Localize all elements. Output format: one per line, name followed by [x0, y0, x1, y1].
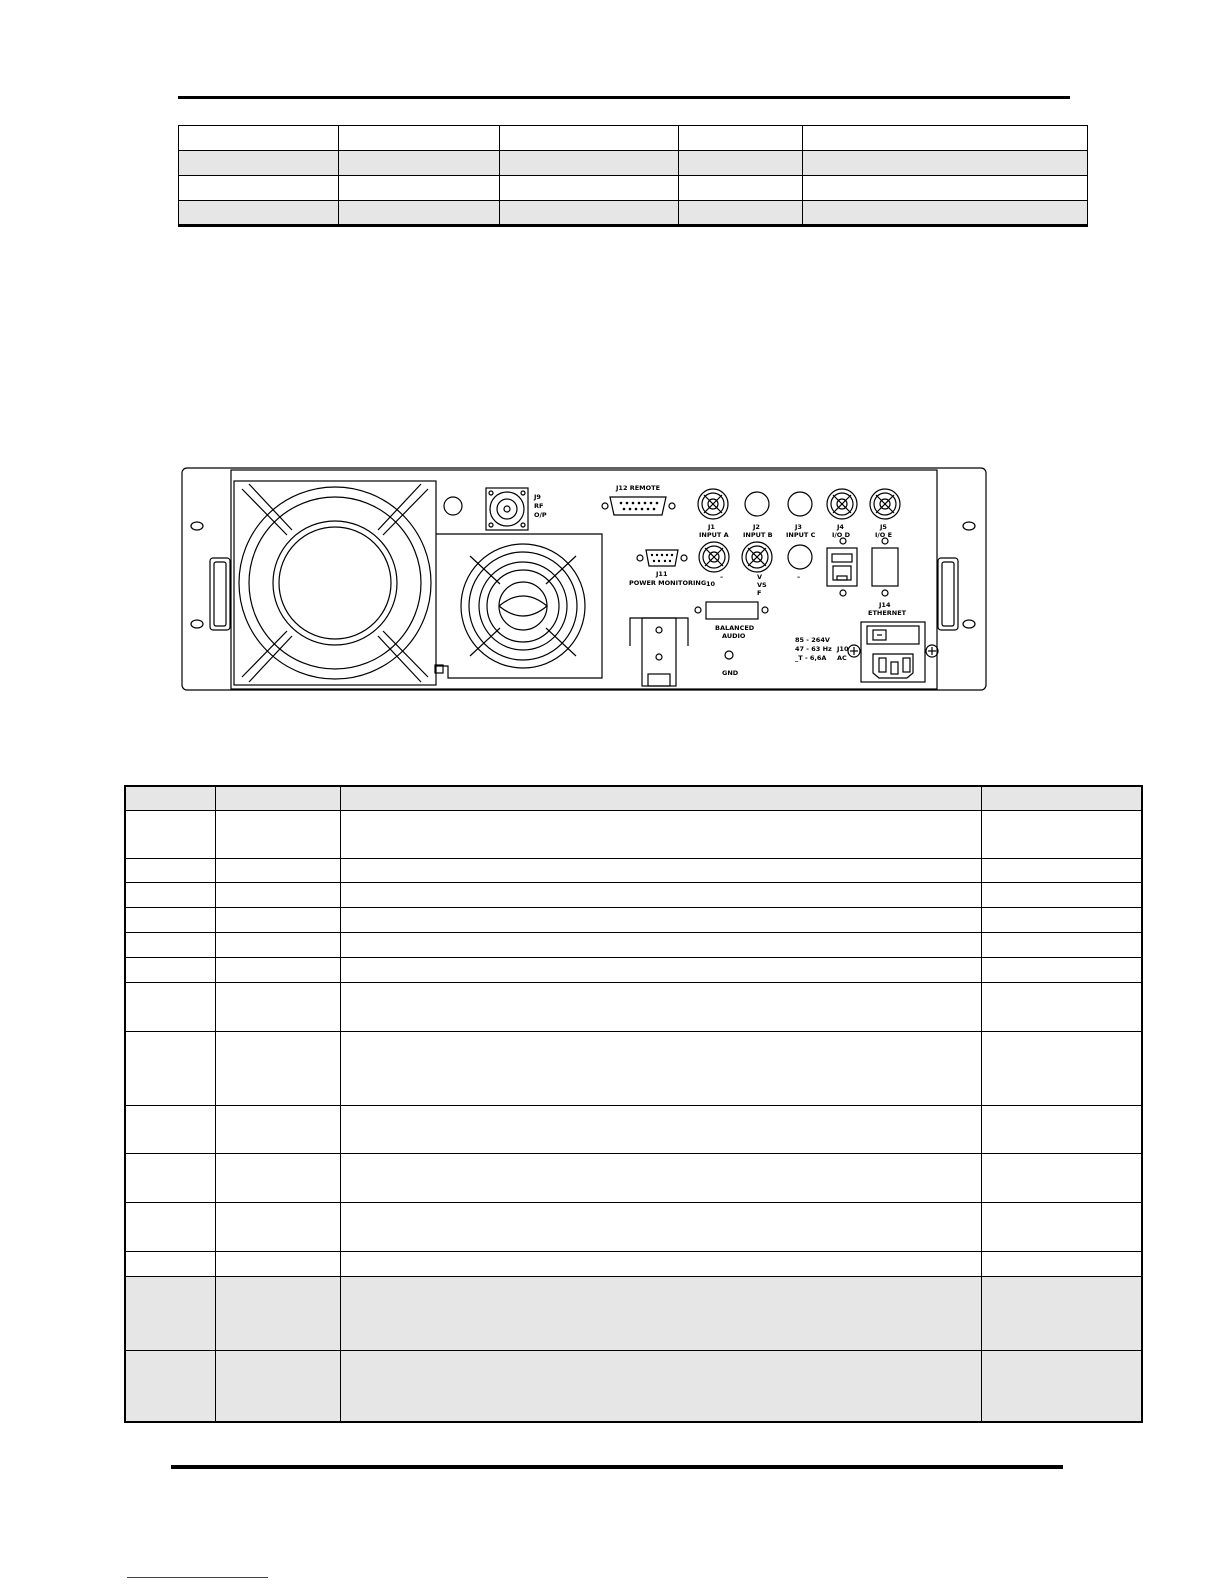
- j9-label: J9: [534, 493, 541, 501]
- table-row: [179, 126, 1088, 151]
- rf-label: RF: [534, 502, 544, 510]
- footer-rule: [171, 1465, 1063, 1469]
- ac-label: AC: [837, 654, 847, 662]
- bnc-input-a-icon: [698, 489, 728, 519]
- j4-label: J4: [837, 523, 844, 531]
- blank-plug-icon: [788, 492, 812, 516]
- bnc-io-d-icon: [827, 489, 857, 519]
- table-row: [125, 1031, 1142, 1105]
- j2-label: J2: [753, 523, 760, 531]
- table-row: [179, 151, 1088, 176]
- bnc-io-e-icon: [870, 489, 900, 519]
- table-row: [125, 858, 1142, 882]
- table-row: [179, 201, 1088, 226]
- table-row: [125, 1350, 1142, 1422]
- fuse-label: _T - 6,6A: [795, 654, 827, 662]
- table-row: [125, 1251, 1142, 1276]
- j3-label: J3: [795, 523, 802, 531]
- io-d-label: I/O D: [832, 531, 850, 539]
- table-header-row: [125, 786, 1142, 810]
- table-row: [125, 1105, 1142, 1153]
- mount-slot: [191, 522, 203, 530]
- op-label: O/P: [534, 511, 547, 519]
- dash-label: –: [720, 573, 724, 581]
- header-rule: [178, 96, 1070, 99]
- input-b-label: INPUT B: [743, 531, 773, 539]
- bnc-v-icon: [742, 542, 772, 572]
- dash-label: –: [797, 573, 801, 581]
- table-row: [179, 176, 1088, 201]
- left-handle: [210, 558, 230, 630]
- rack-plate: [182, 468, 986, 690]
- screw-icon: [444, 497, 462, 515]
- power-monitoring-db9-icon: [637, 550, 687, 566]
- j5-label: J5: [880, 523, 887, 531]
- io-e-label: I/O E: [875, 531, 893, 539]
- rear-panel-diagram: [180, 466, 990, 694]
- ethernet-rj45-icon: [827, 538, 857, 596]
- connector-table: [124, 785, 1143, 1423]
- right-handle-inner: [942, 562, 954, 626]
- gnd-label: GND: [722, 669, 739, 677]
- blank-plug-icon: [788, 545, 812, 569]
- power-monitoring-label: POWER MONITORING: [629, 579, 707, 587]
- footer-link[interactable]: [127, 1577, 268, 1578]
- left-handle-inner: [214, 562, 226, 626]
- balanced-audio-connector-icon: [695, 602, 768, 619]
- j14-label: J14: [879, 601, 891, 609]
- j10-label: J10: [837, 645, 849, 653]
- mounting-bracket-icon: [630, 618, 688, 686]
- j11-label: J11: [656, 570, 668, 578]
- v-label: V: [757, 573, 763, 581]
- table-row: [125, 957, 1142, 982]
- table-row: [125, 932, 1142, 957]
- table-row: [125, 1276, 1142, 1350]
- blank-plug-icon: [745, 492, 769, 516]
- table-row: [125, 907, 1142, 932]
- right-handle: [938, 558, 958, 630]
- gnd-terminal-icon: [725, 651, 733, 659]
- ethernet-label: ETHERNET: [868, 609, 907, 617]
- table-row: [125, 1153, 1142, 1202]
- rf-output-connector-icon: [486, 488, 528, 530]
- blank-port-icon: [872, 538, 898, 596]
- j1-label: J1: [708, 523, 715, 531]
- f-label: F: [757, 589, 762, 597]
- balanced-label: BALANCED: [715, 624, 755, 632]
- remote-db15-connector-icon: [602, 497, 675, 515]
- spec-table: [178, 125, 1088, 227]
- voltage-label: 85 - 264V: [795, 636, 830, 644]
- aux-fan-icon: [435, 534, 602, 678]
- table-row: [125, 982, 1142, 1031]
- audio-label: AUDIO: [722, 632, 746, 640]
- frequency-label: 47 - 63 Hz: [795, 645, 832, 653]
- bnc-10mhz-icon: [699, 542, 729, 572]
- table-row: [125, 810, 1142, 858]
- input-c-label: INPUT C: [786, 531, 816, 539]
- main-fan-icon: [234, 481, 436, 685]
- ac-power-inlet-icon: [848, 622, 938, 682]
- mount-slot: [963, 522, 975, 530]
- mount-slot: [963, 620, 975, 628]
- input-a-label: INPUT A: [699, 531, 729, 539]
- j12-label: J12 REMOTE: [616, 484, 661, 492]
- vs-label: VS: [757, 581, 767, 589]
- table-row: [125, 882, 1142, 907]
- table-row: [125, 1202, 1142, 1251]
- ten-label: 10: [706, 580, 716, 588]
- mount-slot: [191, 620, 203, 628]
